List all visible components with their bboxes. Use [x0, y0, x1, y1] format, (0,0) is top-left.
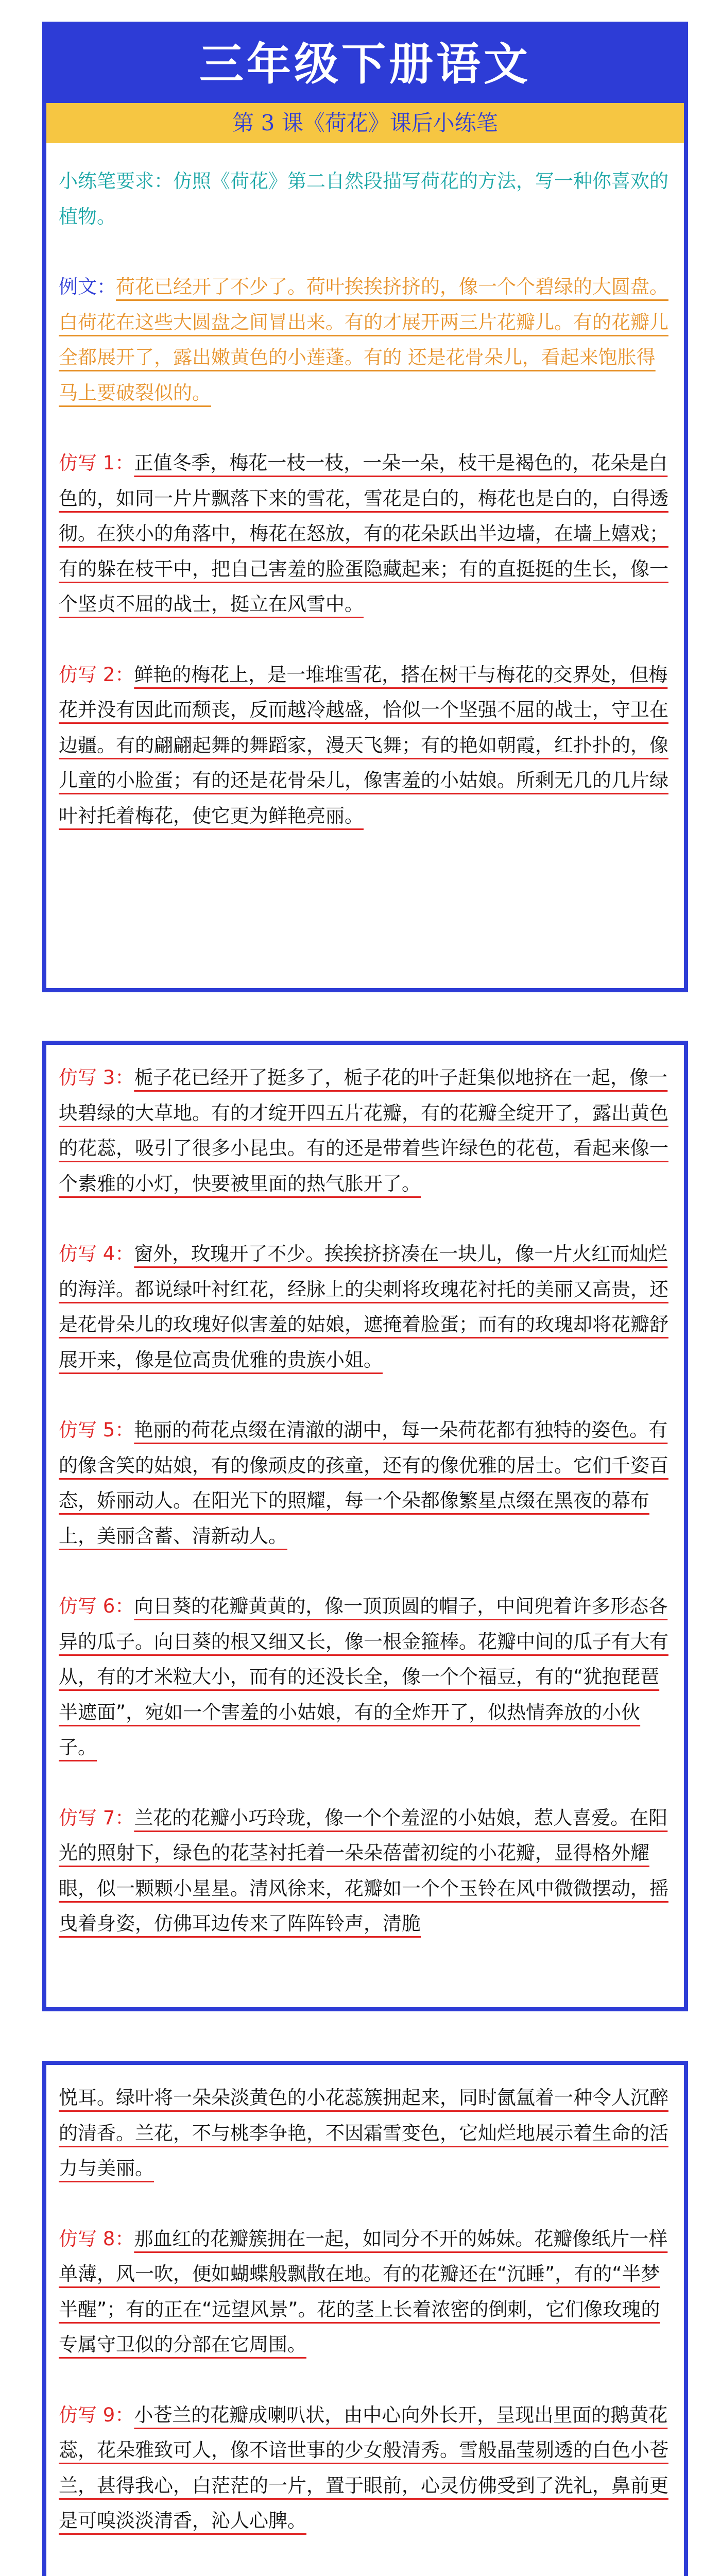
writing-label: 仿写 7： [59, 1806, 134, 1829]
writing-6 [59, 1589, 672, 1766]
writing-10 [59, 2574, 672, 2576]
writing-text: 窗外，玫瑰开了不少。挨挨挤挤凑在一块儿，像一片火红而灿烂的海洋。都说绿叶衬红花，经脉上的尖刺将玫瑰花衬托的美丽又高贵，还是花骨朵儿的玫瑰好似害羞的姑娘，遮掩着脸蛋；而有的玫瑰却将花瓣舒展开来，像是位高贵优雅的贵族小姐。 [59, 1243, 668, 1371]
requirement-paragraph [59, 164, 672, 234]
writing-label: 仿写 1： [59, 452, 134, 474]
writing-7-continued [59, 2080, 672, 2187]
writing-text: 栀子花已经开了挺多了，栀子花的叶子赶集似地挤在一起，像一块碧绿的大草地。有的才绽开四五片花瓣，有的花瓣全绽开了，露出黄色的花蕊，吸引了很多小昆虫。有的还是带着些许绿色的花苞，看起来像一个素雅的小灯，快要被里面的热气胀开了。 [59, 1066, 668, 1195]
writing-8 [59, 2222, 672, 2363]
writing-label: 仿写 4： [59, 1243, 134, 1265]
panel-3-content [46, 2065, 684, 2576]
writing-9 [59, 2398, 672, 2539]
writing-7 [59, 1801, 672, 1942]
example-text: 荷花已经开了不少了。荷叶挨挨挤挤的，像一个个碧绿的大圆盘。白荷花在这些大圆盘之间冒出来。有的才展开两三片花瓣儿。有的花瓣儿全都展开了，露出嫩黄色的小莲蓬。有的 还是花骨朵儿，看起来饱胀得马上要破裂似的。 [59, 276, 668, 404]
panel-1-content [46, 143, 684, 834]
panel-1 [42, 22, 688, 992]
requirement-label: 小练笔要求： [59, 170, 173, 192]
writing-label: 仿写 8： [59, 2227, 134, 2250]
writing-text: 悦耳。绿叶将一朵朵淡黄色的小花蕊簇拥起来，同时氤氲着一种令人沉醉的清香。兰花，不与桃李争艳，不因霜雪变色，它灿烂地展示着生命的活力与美丽。 [59, 2087, 668, 2179]
panel-2-content [46, 1045, 684, 1942]
writing-text: 那血红的花瓣簇拥在一起，如同分不开的姊妹。花瓣像纸片一样单薄，风一吹，便如蝴蝶般飘散在地。有的花瓣还在“沉睡”，有的“半梦半醒”；有的正在“远望风景”。花的茎上长着浓密的倒刺，它们像玫瑰的专属守卫似的分部在它周围。 [59, 2227, 668, 2355]
page-title: 三年级下册语文 [46, 26, 684, 103]
writing-text: 向日葵的花瓣黄黄的，像一顶顶圆的帽子，中间兜着许多形态各异的瓜子。向日葵的根又细又长，像一根金箍棒。花瓣中间的瓜子有大有从，有的才米粒大小，而有的还没长全，像一个个福豆，有的“犹抱琵琶半遮面”，宛如一个害羞的小姑娘，有的全炸开了，似热情奔放的小伙子。 [59, 1595, 668, 1758]
writing-2 [59, 657, 672, 834]
panel-2 [42, 1041, 688, 2011]
writing-text: 小苍兰的花瓣成喇叭状，由中心向外长开，呈现出里面的鹅黄花蕊，花朵雅致可人，像不谙世事的少女般清秀。雪般晶莹剔透的白色小苍兰，甚得我心，白茫茫的一片，置于眼前，心灵仿佛受到了洗礼，鼻前更是可嗅淡淡清香，沁人心脾。 [59, 2403, 668, 2532]
writing-label: 仿写 2： [59, 663, 134, 686]
example-label: 例文： [59, 276, 116, 298]
example-paragraph [59, 269, 672, 411]
writing-label: 仿写 5： [59, 1419, 134, 1441]
writing-label: 仿写 3： [59, 1066, 134, 1089]
writing-text: 正值冬季，梅花一枝一枝，一朵一朵，枝干是褐色的，花朵是白色的，如同一片片飘落下来的雪花，雪花是白的，梅花也是白的，白得透彻。在狭小的角落中，梅花在怒放，有的花朵跃出半边墙，在墙上嬉戏；有的躲在枝干中，把自己害羞的脸蛋隐藏起来；有的直挺挺的生长，像一个坚贞不屈的战士，挺立在风雪中。 [59, 452, 668, 615]
writing-3 [59, 1060, 672, 1201]
writing-label: 仿写 9： [59, 2403, 134, 2426]
writing-4 [59, 1236, 672, 1378]
writing-text: 兰花的花瓣小巧玲珑，像一个个羞涩的小姑娘，惹人喜爱。在阳光的照射下，绿色的花茎衬托着一朵朵蓓蕾初绽的小花瓣，显得格外耀眼，似一颗颗小星星。清风徐来，花瓣如一个个玉铃在风中微微摆动，摇曳着身姿，仿佛耳边传来了阵阵铃声，清脆 [59, 1806, 668, 1935]
writing-text: 艳丽的荷花点缀在清澈的湖中，每一朵荷花都有独特的姿色。有的像含笑的姑娘，有的像顽皮的孩童，还有的像优雅的居士。它们千姿百态，娇丽动人。在阳光下的照耀，每一个朵都像繁星点缀在黑夜的幕布上，美丽含蓄、清新动人。 [59, 1419, 668, 1547]
writing-5 [59, 1413, 672, 1554]
writing-text: 鲜艳的梅花上，是一堆堆雪花，搭在树干与梅花的交界处，但梅花并没有因此而颓丧，反而越冷越盛，恰似一个坚强不屈的战士，守卫在边疆。有的翩翩起舞的舞蹈家，漫天飞舞；有的艳如朝霞，红扑扑的，像儿童的小脸蛋；有的还是花骨朵儿，像害羞的小姑娘。所剩无几的几片绿叶衬托着梅花，使它更为鲜艳亮丽。 [59, 663, 668, 827]
requirement-text: 仿照《荷花》第二自然段描写荷花的方法，写一种你喜欢的植物。 [59, 170, 668, 228]
writing-1 [59, 446, 672, 622]
page-subtitle: 第 3 课《荷花》课后小练笔 [46, 103, 684, 143]
writing-label: 仿写 6： [59, 1595, 134, 1617]
panel-3 [42, 2061, 688, 2576]
